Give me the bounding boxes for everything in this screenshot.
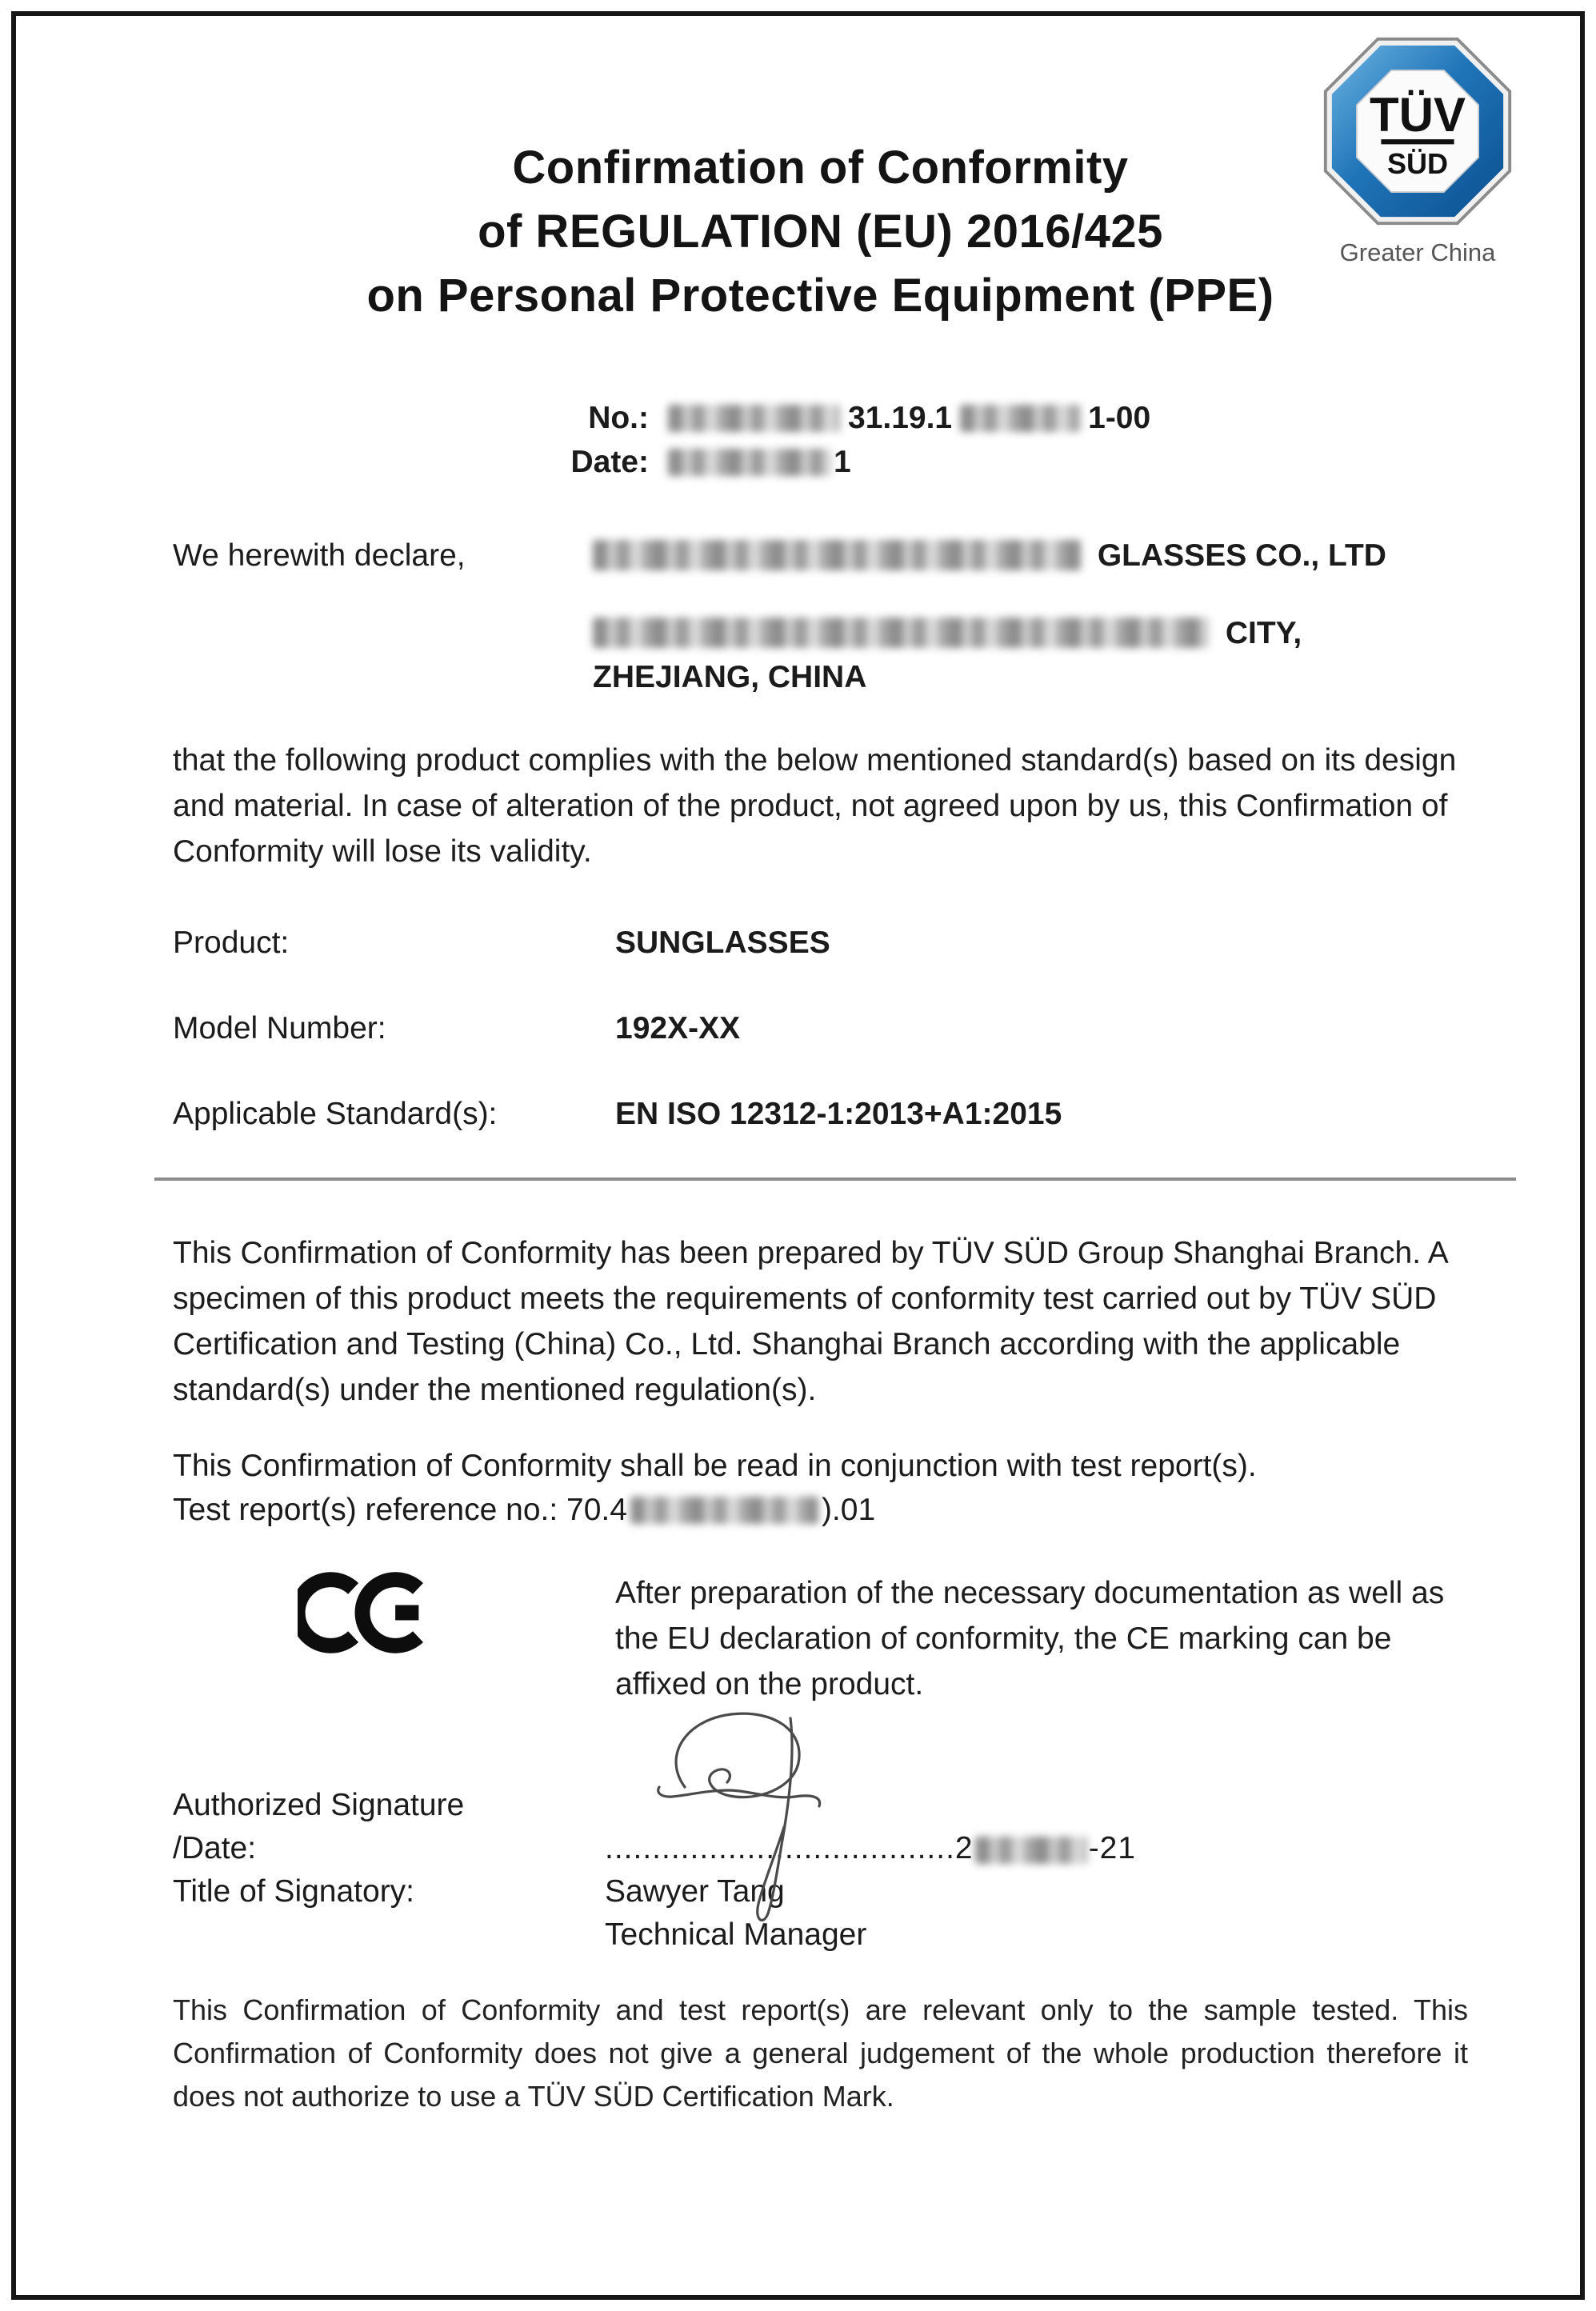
certificate-date-label: Date: <box>570 445 649 479</box>
logo-caption: Greater China <box>1339 238 1496 266</box>
signature-section <box>173 1784 1468 1957</box>
redacted-certificate-date <box>668 449 832 476</box>
declaration-company-row <box>173 534 1468 578</box>
test-report-reference: Test report(s) reference no.: 70.4 ).01 <box>173 1493 876 1527</box>
signature-row-1 <box>173 1784 1468 1827</box>
redacted-company-name <box>593 540 1081 570</box>
product-value: SUNGLASSES <box>615 926 830 960</box>
ce-paragraph: After preparation of the necessary documentation as well as the EU declaration of conformity, the CE marking can be affixed on the product. <box>615 1576 1445 1701</box>
test-report-line: This Confirmation of Conformity shall be read in conjunction with test report(s). <box>173 1449 1257 1483</box>
applicable-standard-row <box>173 1092 1468 1136</box>
certificate-meta <box>509 396 1468 484</box>
signature-row-2 <box>173 1827 1468 1870</box>
certificate-number-row <box>509 396 1468 440</box>
certificate-number-label: No.: <box>588 401 649 435</box>
svg-text:TÜV: TÜV <box>1370 88 1466 142</box>
signature-date-line: .....................................2 -21 <box>605 1831 1136 1865</box>
applicable-standard-label: Applicable Standard(s): <box>173 1097 498 1131</box>
signatory-name: Sawyer Tang <box>605 1874 785 1909</box>
product-details <box>173 921 1468 1136</box>
title-of-signatory-label: Title of Signatory: <box>173 1874 415 1909</box>
intro-paragraph: that the following product complies with the below mentioned standard(s) based on its design and material. In case of alteration of the product, not agreed upon by us, this Confirmation of Conformity will lose its validity. <box>173 743 1457 869</box>
date-label: /Date: <box>173 1831 257 1865</box>
signatory-title: Technical Manager <box>605 1917 867 1952</box>
certificate-content <box>16 136 1580 2311</box>
svg-text:SÜD: SÜD <box>1386 146 1449 180</box>
company-address: CITY, ZHEJIANG, CHINA <box>593 616 1302 694</box>
redacted-signature-date <box>975 1837 1087 1864</box>
ce-mark-icon <box>298 1565 435 1660</box>
product-label: Product: <box>173 926 290 960</box>
signature-row-4 <box>173 1913 1468 1957</box>
title-line-2: of REGULATION (EU) 2016/425 <box>478 206 1163 258</box>
certificate-date-row <box>509 440 1468 484</box>
ce-section <box>173 1570 1468 1707</box>
signature-space <box>605 1784 1468 1827</box>
product-row <box>173 921 1468 965</box>
certificate-date-value: 1 <box>668 440 1468 484</box>
certificate-title <box>173 136 1468 328</box>
redacted-certificate-number-middle <box>960 405 1080 432</box>
model-number-value: 192X-XX <box>615 1011 741 1046</box>
certificate-number-value: 31.19.1 1-00 <box>668 396 1468 440</box>
declaration-section <box>173 534 1468 699</box>
declaration-lead: We herewith declare, <box>173 538 466 573</box>
redacted-certificate-number-prefix <box>668 405 840 432</box>
model-number-row <box>173 1006 1468 1050</box>
company-name: GLASSES CO., LTD <box>593 534 1468 578</box>
authorized-signature-label: Authorized Signature <box>173 1788 465 1822</box>
disclaimer-paragraph: This Confirmation of Conformity and test report(s) are relevant only to the sample tested. This Confirmation of Conformity does not give a general judgement of the whole production therefore it does not authorize to use a TÜV SÜD Certification Mark. <box>173 1993 1468 2113</box>
title-line-1: Confirmation of Conformity <box>512 142 1129 194</box>
redacted-test-report-number <box>630 1497 818 1524</box>
signature-row-3 <box>173 1870 1468 1913</box>
model-number-label: Model Number: <box>173 1011 386 1046</box>
test-report-section <box>173 1444 1468 1532</box>
certificate-border <box>11 11 1585 2300</box>
declaration-address-row <box>173 611 1468 699</box>
section-divider <box>154 1177 1516 1181</box>
prepared-by-paragraph: This Confirmation of Conformity has been prepared by TÜV SÜD Group Shanghai Branch. A specimen of this product meets the requirements of conformity test carried out by TÜV SÜD Certification and Testing (China) Co., Ltd. Shanghai Branch according with the applicable standard(s) under the mentioned regulation(s). <box>173 1236 1447 1407</box>
address-spacer <box>173 611 593 699</box>
title-line-3: on Personal Protective Equipment (PPE) <box>366 270 1274 322</box>
signatory-title-spacer <box>173 1913 605 1957</box>
redacted-company-address <box>593 618 1209 648</box>
applicable-standard-value: EN ISO 12312-1:2013+A1:2015 <box>615 1097 1062 1131</box>
